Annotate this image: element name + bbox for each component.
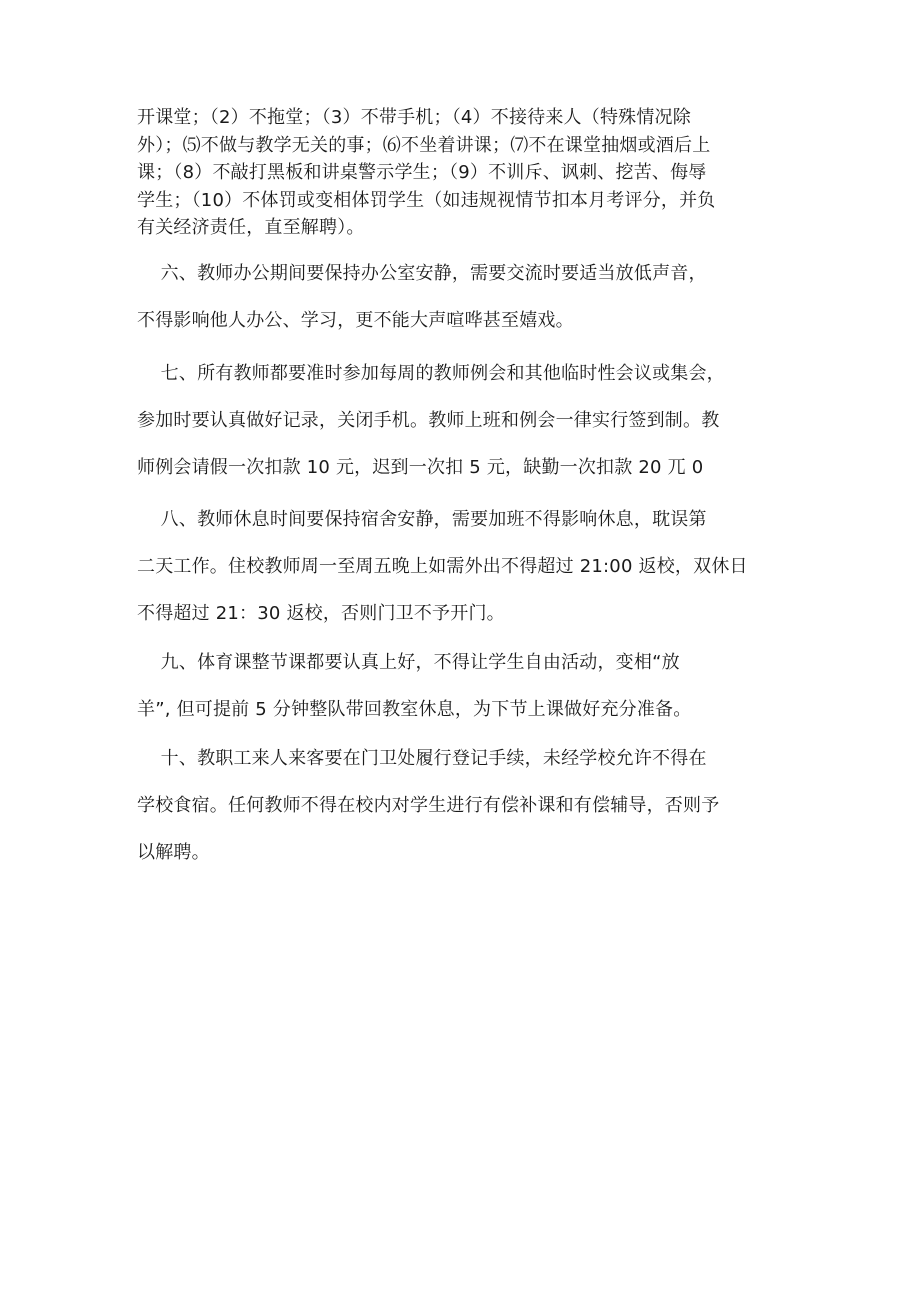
paragraph-six [137, 250, 787, 344]
text-line: 学生；（10）不体罚或变相体罚学生（如违规视情节扣本月考评分，并负 [137, 189, 716, 211]
text-line: 羊”, 但可提前 5 分钟整队带回教室休息，为下节上课做好充分准备。 [137, 699, 692, 720]
text-line: 课；（8）不敲打黑板和讲桌警示学生；（9）不训斥、讽刺、挖苦、侮辱 [137, 162, 707, 183]
text-line: 参加时要认真做好记录，关闭手机。教师上班和例会一律实行签到制。教 [137, 410, 720, 431]
rules-list-continuation [137, 104, 787, 242]
text-line: 九、体育课整节课都要认真上好，不得让学生自由活动，变相“放 [137, 652, 680, 673]
text-line: 外）；⑸不做与教学无关的事；⑹不坐着讲课；⑺不在课堂抽烟或酒后上 [137, 134, 711, 156]
text-line: 不得超过 21：30 返校，否则门卫不予开门。 [137, 603, 505, 624]
text-line: 有关经济责任，直至解聘）。 [137, 217, 365, 238]
paragraph-eight [137, 496, 787, 637]
text-line: 二天工作。住校教师周一至周五晚上如需外出不得超过 21:00 返校，双休日 [137, 556, 748, 577]
text-line: 以解聘。 [137, 842, 210, 863]
paragraph-ten [137, 735, 787, 876]
paragraph-nine [137, 639, 787, 733]
text-line: 八、教师休息时间要保持宿舍安静，需要加班不得影响休息，耽误第 [137, 509, 707, 530]
text-line: 不得影响他人办公、学习，更不能大声喧哗甚至嬉戏。 [137, 310, 574, 331]
paragraph-seven [137, 350, 787, 491]
text-line: 师例会请假一次扣款 10 元，迟到一次扣 5 元，缺勤一次扣款 20 兀 0 [137, 457, 704, 478]
text-line: 七、所有教师都要准时参加每周的教师例会和其他临时性会议或集会， [137, 363, 725, 384]
text-line: 开课堂；（2）不拖堂；（3）不带手机；（4）不接待来人（特殊情况除 [137, 107, 691, 128]
text-line: 六、教师办公期间要保持办公室安静，需要交流时要适当放低声音， [137, 263, 707, 284]
text-line: 十、教职工来人来客要在门卫处履行登记手续，未经学校允许不得在 [137, 748, 707, 769]
text-line: 学校食宿。任何教师不得在校内对学生进行有偿补课和有偿辅导，否则予 [137, 795, 720, 816]
